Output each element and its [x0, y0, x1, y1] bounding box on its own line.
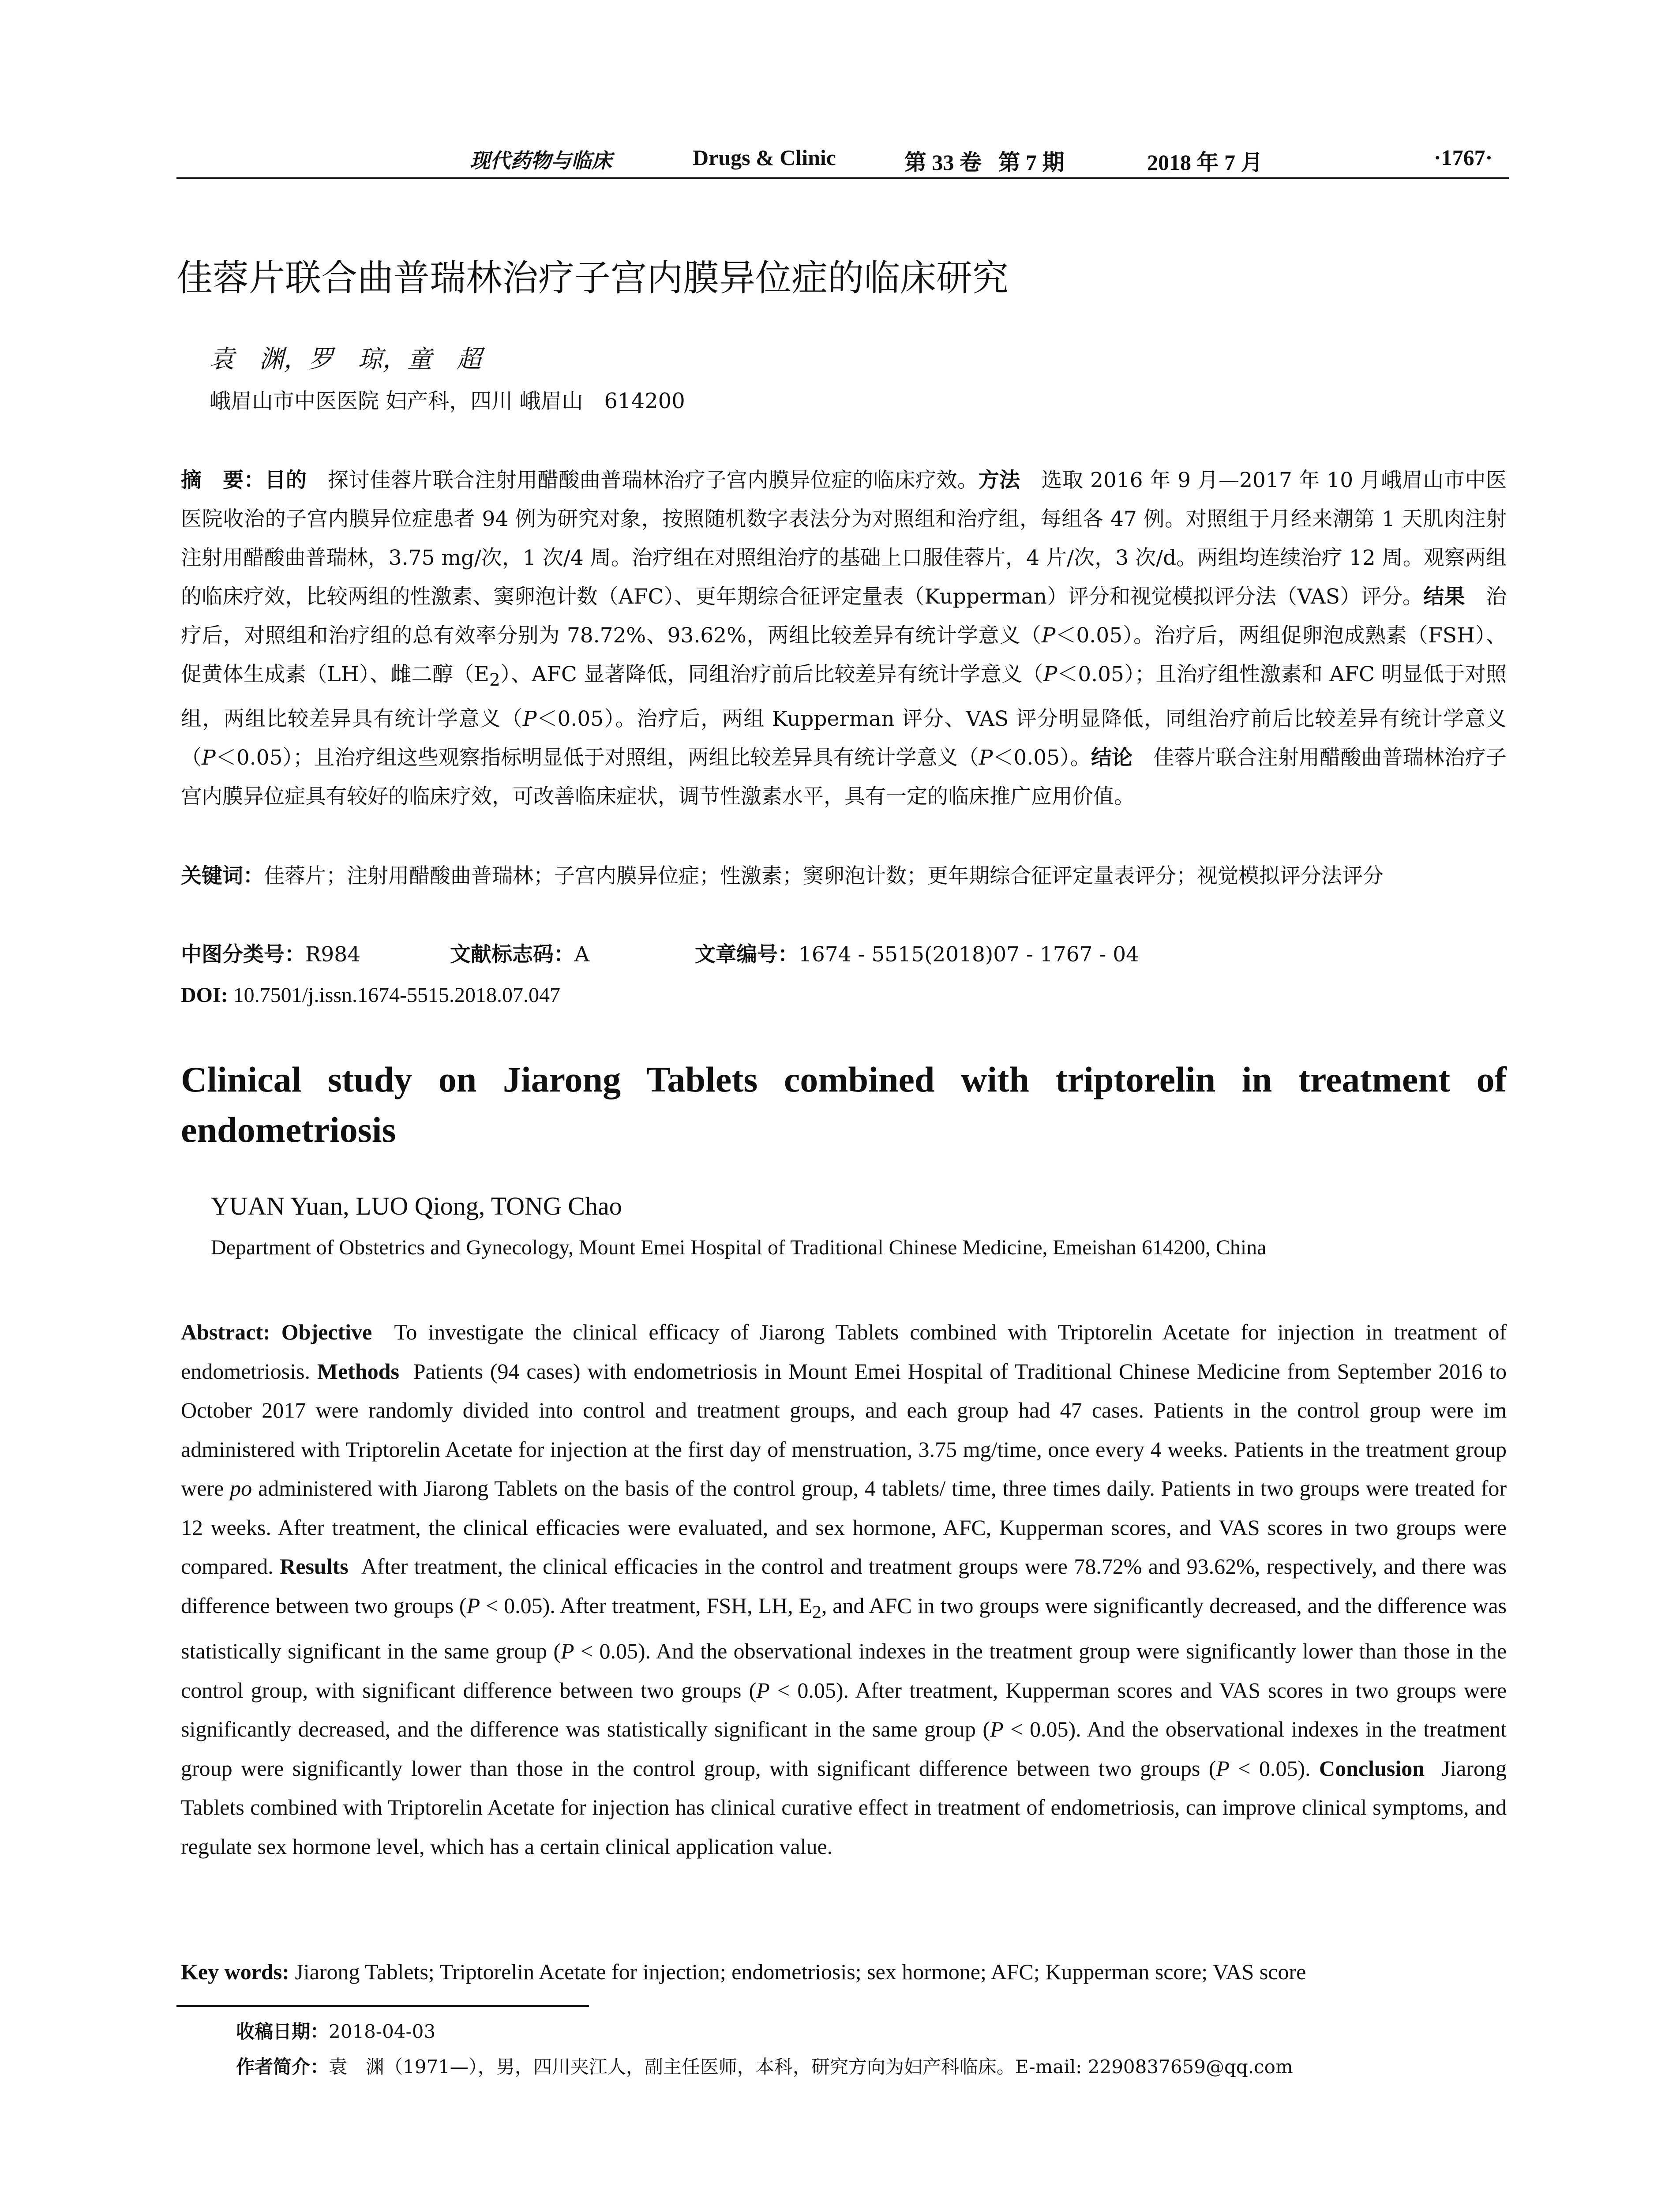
- document-code: 文献标志码： A: [450, 942, 589, 967]
- objective-label-cn: 目的: [265, 468, 307, 492]
- footnote-author-bio: 作者简介：袁 渊（1971—），男，四川夹江人，副主任医师，本科，研究方向为妇产科临床。E-mail: 2290837659@qq.com: [236, 2056, 1293, 2078]
- abstract-cn: [181, 461, 1507, 816]
- journal-name-en: Drugs & Clinic: [693, 145, 836, 170]
- abstract-label-cn: 摘 要：: [181, 468, 265, 492]
- keywords-label-en: Key words:: [181, 1959, 289, 1984]
- header-rule: [176, 177, 1509, 179]
- results-text-en: After treatment, the clinical efficacies in the control and treatment groups were 78.72% and 93.62%, respectively, and there was difference between two groups (P < 0.05). After treatment, FSH, LH, $E_2$, and AFC in two groups were significantly decreased, and the difference was statistically significant in the same group (P < 0.05). And the observational indexes in the treatment group were significantly lower than those in the control group, with significant difference between two groups (P < 0.05). After treatment, Kupperman scores and VAS scores in two groups were significantly decreased, and the difference was statistically significant in the same group (P < 0.05). And the observational indexes in the treatment group were significantly lower than those in the control group, with significant difference between two groups (P < 0.05).: [181, 1554, 1507, 1781]
- results-label-cn: 结果: [1423, 585, 1465, 609]
- affiliation-en: Department of Obstetrics and Gynecology, Mount Emei Hospital of Traditional Chinese Medicine, Emeishan 614200, China: [211, 1236, 1267, 1259]
- clc-number: 中图分类号： R984: [181, 942, 361, 967]
- objective-label-en: Objective: [281, 1320, 372, 1344]
- page-number: ·1767·: [1434, 145, 1493, 170]
- classification-row: [181, 935, 1507, 974]
- abstract-label-en: Abstract:: [181, 1320, 270, 1344]
- conclusion-label-cn: 结论: [1091, 746, 1133, 770]
- journal-name-cn: 现代药物与临床: [470, 149, 612, 173]
- title-cn: 佳蓉片联合曲普瑞林治疗子宫内膜异位症的临床研究: [176, 257, 1009, 299]
- keywords-text-cn: 佳蓉片；注射用醋酸曲普瑞林；子宫内膜异位症；性激素；窦卵泡计数；更年期综合征评定量表评分；视觉模拟评分法评分: [264, 864, 1384, 888]
- keywords-cn: [181, 857, 1507, 896]
- article-number: 文章编号： 1674 - 5515(2018)07 - 1767 - 04: [695, 942, 1140, 967]
- methods-label-cn: 方法: [978, 468, 1020, 492]
- abstract-en: [181, 1313, 1507, 1866]
- methods-label-en: Methods: [317, 1358, 399, 1384]
- volume-issue: 第 33 卷 第 7 期: [904, 150, 1065, 175]
- doi-value: 10.7501/j.issn.1674-5515.2018.07.047: [233, 983, 561, 1007]
- methods-text-en: Patients (94 cases) with endometriosis in Mount Emei Hospital of Traditional Chinese Medicine from September 2016 to October 2017 were randomly divided into control and treatment groups, and each group had 47 cases. Patients in the control group were im administered with Triptorelin Acetate for injection at the first day of menstruation, 3.75 mg/time, once every 4 weeks. Patients in the treatment group were po administered with Jiarong Tablets on the basis of the control group, 4 tablets/ time, three times daily. Patients in two groups were treated for 12 weeks. After treatment, the clinical efficacies were evaluated, and sex hormone, AFC, Kupperman scores, and VAS scores in two groups were compared.: [181, 1358, 1507, 1579]
- affiliation-cn: 峨眉山市中医医院 妇产科，四川 峨眉山 614200: [210, 389, 685, 413]
- doi: [181, 976, 560, 1015]
- authors-en: YUAN Yuan, LUO Qiong, TONG Chao: [211, 1192, 622, 1220]
- authors-cn: 袁 渊，罗 琼，童 超: [210, 345, 481, 374]
- doi-label: DOI:: [181, 983, 228, 1007]
- title-en: Clinical study on Jiarong Tablets combined with triptorelin in treatment of endometriosis: [181, 1059, 1507, 1150]
- methods-text-cn: 选取 2016 年 9 月—2017 年 10 月峨眉山市中医医院收治的子宫内膜异位症患者 94 例为研究对象，按照随机数字表法分为对照组和治疗组，每组各 47 例。对照组于月经来潮第 1 天肌肉注射注射用醋酸曲普瑞林，3.75 mg/次，1 次/4 周。治疗组在对照组治疗的基础上口服佳蓉片，4 片/次，3 次/d。两组均连续治疗 12 周。观察两组的临床疗效，比较两组的性激素、窦卵泡计数（AFC）、更年期综合征评定量表（Kupperman）评分和视觉模拟评分法（VAS）评分。: [181, 468, 1507, 609]
- keywords-en: [181, 1952, 1507, 1991]
- keywords-text-en: Jiarong Tablets; Triptorelin Acetate for injection; endometriosis; sex hormone; AFC; Kupperman score; VAS score: [295, 1959, 1306, 1984]
- running-head: [176, 140, 1509, 176]
- conclusion-text-en: Jiarong Tablets combined with Triptorelin Acetate for injection has clinical curative effect in treatment of endometriosis, can improve clinical symptoms, and regulate sex hormone level, which has a certain clinical application value.: [181, 1756, 1507, 1859]
- keywords-label-cn: 关键词：: [181, 864, 264, 888]
- issue-date: 2018 年 7 月: [1147, 150, 1263, 175]
- footnote-received-date: 收稿日期：2018-04-03: [236, 2021, 436, 2042]
- results-text-cn: 治疗后，对照组和治疗组的总有效率分别为 78.72%、93.62%，两组比较差异有统计学意义（P＜0.05）。治疗后，两组促卵泡成熟素（FSH）、促黄体生成素（LH）、雌二醇$(E_2)$、AFC 显著降低，同组治疗前后比较差异有统计学意义（P＜0.05）；且治疗组性激素和 AFC 明显低于对照组，两组比较差异具有统计学意义（P＜0.05）。治疗后，两组 Kupperman 评分、VAS 评分明显降低，同组治疗前后比较差异有统计学意义（P＜0.05）；且治疗组这些观察指标明显低于对照组，两组比较差异具有统计学意义（P＜0.05）。: [181, 585, 1507, 770]
- conclusion-text-cn: 佳蓉片联合注射用醋酸曲普瑞林治疗子宫内膜异位症具有较好的临床疗效，可改善临床症状，调节性激素水平，具有一定的临床推广应用价值。: [181, 746, 1507, 809]
- objective-text-en: To investigate the clinical efficacy of Jiarong Tablets combined with Triptorelin Acetate for injection in treatment of endometriosis.: [181, 1320, 1507, 1384]
- results-label-en: Results: [280, 1554, 349, 1579]
- footnote-rule: [176, 2005, 589, 2007]
- conclusion-label-en: Conclusion: [1319, 1756, 1425, 1781]
- objective-text-cn: 探讨佳蓉片联合注射用醋酸曲普瑞林治疗子宫内膜异位症的临床疗效。: [328, 468, 979, 492]
